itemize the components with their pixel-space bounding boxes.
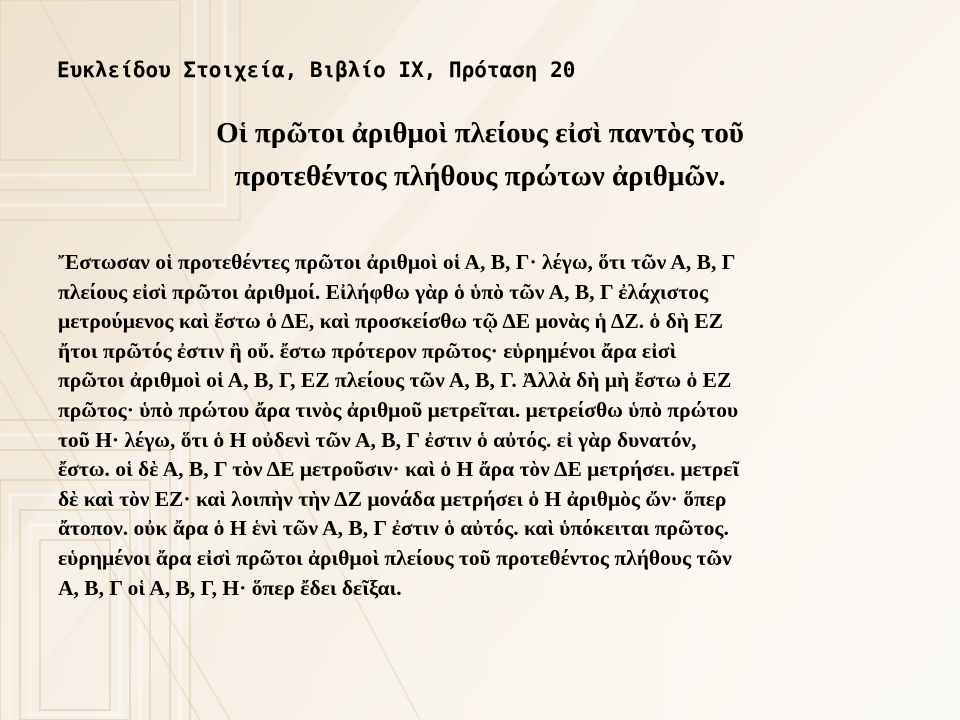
title-line: Οἱ πρῶτοι ἀριθμοὶ πλείους εἰσὶ παντὸς τοῦ [216, 117, 744, 149]
proof-line: τοῦ Η· λέγω, ὅτι ὁ Η οὐδενὶ τῶν Α, Β, Γ ἐστιν ὁ αὐτός. εἰ γὰρ δυνατόν, [58, 427, 697, 452]
proof-line: ἔστω. οἱ δὲ Α, Β, Γ τὸν ΔΕ μετροῦσιν· καὶ ὁ Η ἄρα τὸν ΔΕ μετρήσει. μετρεῖ [58, 457, 740, 482]
proof-text [58, 248, 908, 603]
proof-line: δὲ καὶ τὸν ΕΖ· καὶ λοιπὴν τὴν ΔΖ μονάδα μετρήσει ὁ Η ἀριθμὸς ὤν· ὅπερ [58, 486, 727, 511]
proposition-title [80, 112, 880, 198]
proof-line: πρῶτοι ἀριθμοὶ οἱ Α, Β, Γ, ΕΖ πλείους τῶν Α, Β, Γ. Ἀλλὰ δὴ μὴ ἔστω ὁ ΕΖ [58, 368, 732, 393]
slide-header: Ευκλείδου Στοιχεία, Βιβλίο IX, Πρόταση 20 [57, 58, 576, 82]
proof-line: μετρούμενος καὶ ἔστω ὁ ΔΕ, καὶ προσκείσθω τῷ ΔΕ μονὰς ἡ ΔΖ. ὁ δὴ ΕΖ [58, 309, 724, 334]
proof-line: Ἔστωσαν οἱ προτεθέντες πρῶτοι ἀριθμοὶ οἱ Α, Β, Γ· λέγω, ὅτι τῶν Α, Β, Γ [58, 250, 736, 274]
proof-line: ἄτοπον. οὐκ ἄρα ὁ Η ἑνὶ τῶν Α, Β, Γ ἐστιν ὁ αὐτός. καὶ ὑπόκειται πρῶτος. [58, 516, 729, 541]
proof-line: Α, Β, Γ οἱ Α, Β, Γ, Η· ὅπερ ἔδει δεῖξαι. [58, 575, 402, 600]
proof-line: ἤτοι πρῶτός ἐστιν ἢ οὔ. ἔστω πρότερον πρῶτος· εὑρημένοι ἄρα εἰσὶ [58, 338, 677, 363]
title-line: προτεθέντος πλήθους πρώτων ἀριθμῶν. [234, 160, 726, 192]
proof-line: εὑρημένοι ἄρα εἰσὶ πρῶτοι ἀριθμοὶ πλείους τοῦ προτεθέντος πλήθους τῶν [58, 545, 732, 570]
proof-line: πλείους εἰσὶ πρῶτοι ἀριθμοί. Εἰλήφθω γὰρ ὁ ὑπὸ τῶν Α, Β, Γ ἐλάχιστος [58, 279, 709, 304]
proof-line: πρῶτος· ὑπὸ πρώτου ἄρα τινὸς ἀριθμοῦ μετρεῖται. μετρείσθω ὑπὸ πρώτου [58, 397, 739, 422]
